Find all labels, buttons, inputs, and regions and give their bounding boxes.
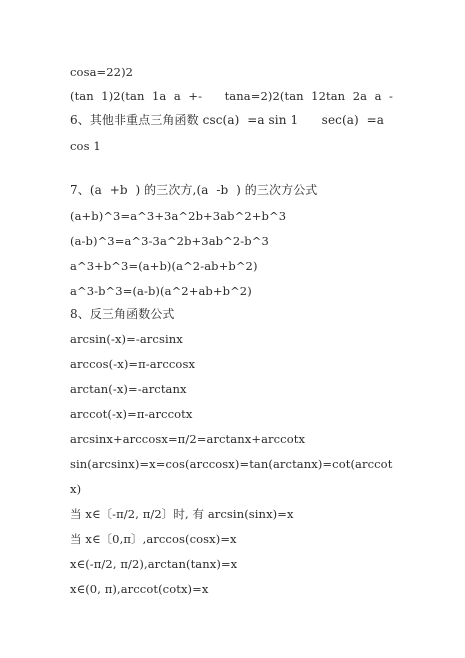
formula-arccos-domain: 当 x∈〔0,π〕,arccos(cosx)=x bbox=[70, 532, 237, 546]
section-6-heading: 6、其他非重点三角函数 csc(a) =a sin 1 sec(a) =a bbox=[70, 113, 385, 127]
text-line-cos: cos 1 bbox=[70, 139, 101, 153]
formula-arccot-domain: x∈(0, π),arccot(cotx)=x bbox=[70, 582, 209, 596]
formula-arctan-domain: x∈(-π/2, π/2),arctan(tanx)=x bbox=[70, 557, 238, 571]
section-8-heading: 8、反三角函数公式 bbox=[70, 307, 175, 321]
formula-arccot-negative: arccot(-x)=π-arccotx bbox=[70, 407, 193, 421]
formula-difference-of-cubes: a^3-b^3=(a-b)(a^2+ab+b^2) bbox=[70, 284, 252, 298]
formula-cube-difference: (a-b)^3=a^3-3a^2b+3ab^2-b^3 bbox=[70, 234, 269, 248]
formula-inverse-identity: sin(arcsinx)=x=cos(arccosx)=tan(arctanx)=cot(arccot bbox=[70, 457, 393, 471]
formula-arctan-negative: arctan(-x)=-arctanx bbox=[70, 382, 187, 396]
formula-arcsin-domain: 当 x∈〔-π/2, π/2〕时, 有 arcsin(sinx)=x bbox=[70, 507, 294, 521]
formula-arc-sum: arcsinx+arccosx=π/2=arctanx+arccotx bbox=[70, 432, 306, 446]
formula-arcsin-negative: arcsin(-x)=-arcsinx bbox=[70, 332, 183, 346]
formula-inverse-identity-continued: x) bbox=[70, 482, 82, 496]
formula-arccos-negative: arccos(-x)=π-arccosx bbox=[70, 357, 196, 371]
formula-cube-sum: (a+b)^3=a^3+3a^2b+3ab^2+b^3 bbox=[70, 209, 287, 223]
section-7-heading: 7、(a +b ) 的三次方,(a -b ) 的三次方公式 bbox=[70, 183, 318, 197]
text-line-tan-formula: (tan 1)2(tan 1a a +- tana=2)2(tan 12tan 2a a - bbox=[70, 89, 394, 103]
formula-sum-of-cubes: a^3+b^3=(a+b)(a^2-ab+b^2) bbox=[70, 259, 258, 273]
text-line-cosa: cosa=22)2 bbox=[70, 65, 134, 79]
